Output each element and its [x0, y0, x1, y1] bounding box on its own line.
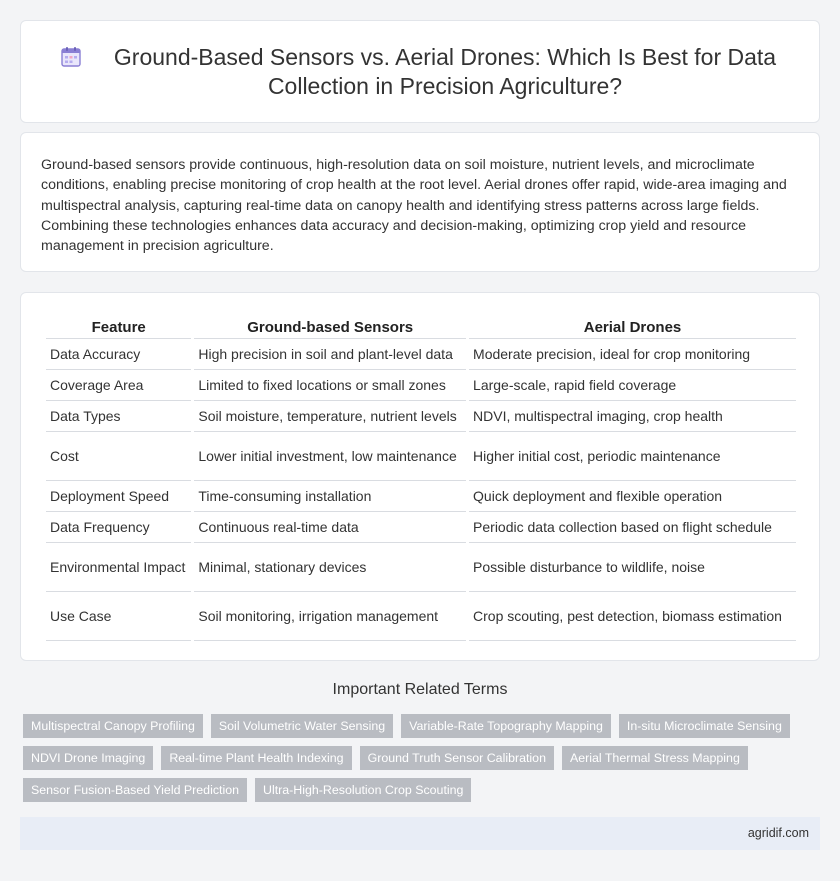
related-term-tag[interactable]: Variable-Rate Topography Mapping: [401, 714, 611, 738]
feature-cell: Data Accuracy: [46, 339, 191, 370]
table-row: [46, 339, 796, 370]
feature-cell: Use Case: [46, 592, 191, 641]
intro-card: [20, 132, 820, 272]
related-terms-heading: Important Related Terms: [332, 681, 508, 698]
ground-cell: Continuous real-time data: [194, 512, 466, 543]
table-row: [46, 592, 796, 641]
table-row: [46, 370, 796, 401]
feature-cell: Cost: [46, 432, 191, 481]
header-feature: Feature: [46, 315, 191, 339]
tag-row: [23, 746, 803, 770]
header-aerial-drones: Aerial Drones: [469, 315, 796, 339]
related-term-tag[interactable]: Real-time Plant Health Indexing: [161, 746, 351, 770]
title-card: [20, 20, 820, 123]
related-term-tag[interactable]: In-situ Microclimate Sensing: [619, 714, 790, 738]
drone-cell: Moderate precision, ideal for crop monitoring: [469, 339, 796, 370]
drone-cell: Possible disturbance to wildlife, noise: [469, 543, 796, 592]
related-term-tag[interactable]: Sensor Fusion-Based Yield Prediction: [23, 778, 247, 802]
feature-cell: Deployment Speed: [46, 481, 191, 512]
tag-row: [23, 714, 803, 738]
ground-cell: Minimal, stationary devices: [194, 543, 466, 592]
related-term-tag[interactable]: Soil Volumetric Water Sensing: [211, 714, 393, 738]
ground-cell: Time-consuming installation: [194, 481, 466, 512]
related-term-tag[interactable]: Ground Truth Sensor Calibration: [360, 746, 554, 770]
table-row: [46, 543, 796, 592]
related-terms-list: [23, 714, 803, 810]
tag-row: [23, 778, 803, 802]
drone-cell: Crop scouting, pest detection, biomass estimation: [469, 592, 796, 641]
table-header-row: [46, 315, 796, 339]
related-term-tag[interactable]: Ultra-High-Resolution Crop Scouting: [255, 778, 471, 802]
drone-cell: Large-scale, rapid field coverage: [469, 370, 796, 401]
table-row: [46, 401, 796, 432]
drone-cell: Higher initial cost, periodic maintenance: [469, 432, 796, 481]
drone-cell: NDVI, multispectral imaging, crop health: [469, 401, 796, 432]
intro-paragraph: Ground-based sensors provide continuous, high-resolution data on soil moisture, nutrient levels, and microclimate conditions, enabling precise monitoring of crop health at the root level. Aerial drones offer rapid, wide-area imaging and multispectral analysis, capturing real-time data on canopy health and identifying stress patterns across large fields. Combining these technologies enhances data accuracy and decision-making, optimizing crop yield and resource management in precision agriculture.: [41, 157, 787, 255]
comparison-card: [20, 292, 820, 661]
drone-cell: Quick deployment and flexible operation: [469, 481, 796, 512]
header-ground-sensors: Ground-based Sensors: [194, 315, 466, 339]
ground-cell: Soil moisture, temperature, nutrient levels: [194, 401, 466, 432]
related-term-tag[interactable]: Aerial Thermal Stress Mapping: [562, 746, 748, 770]
ground-cell: Limited to fixed locations or small zones: [194, 370, 466, 401]
feature-cell: Data Frequency: [46, 512, 191, 543]
drone-cell: Periodic data collection based on flight schedule: [469, 512, 796, 543]
related-term-tag[interactable]: NDVI Drone Imaging: [23, 746, 153, 770]
related-term-tag[interactable]: Multispectral Canopy Profiling: [23, 714, 203, 738]
footer-site-link[interactable]: agridif.com: [747, 826, 809, 840]
footer-bar: [20, 817, 820, 850]
table-row: [46, 432, 796, 481]
feature-cell: Coverage Area: [46, 370, 191, 401]
feature-cell: Data Types: [46, 401, 191, 432]
table-row: [46, 512, 796, 543]
table-row: [46, 481, 796, 512]
comparison-table: [43, 315, 799, 641]
ground-cell: Soil monitoring, irrigation management: [194, 592, 466, 641]
feature-cell: Environmental Impact: [46, 543, 191, 592]
ground-cell: High precision in soil and plant-level data: [194, 339, 466, 370]
page-title: Ground-Based Sensors vs. Aerial Drones: Which Is Best for Data Collection in Precision Agriculture?: [113, 44, 777, 99]
ground-cell: Lower initial investment, low maintenance: [194, 432, 466, 481]
